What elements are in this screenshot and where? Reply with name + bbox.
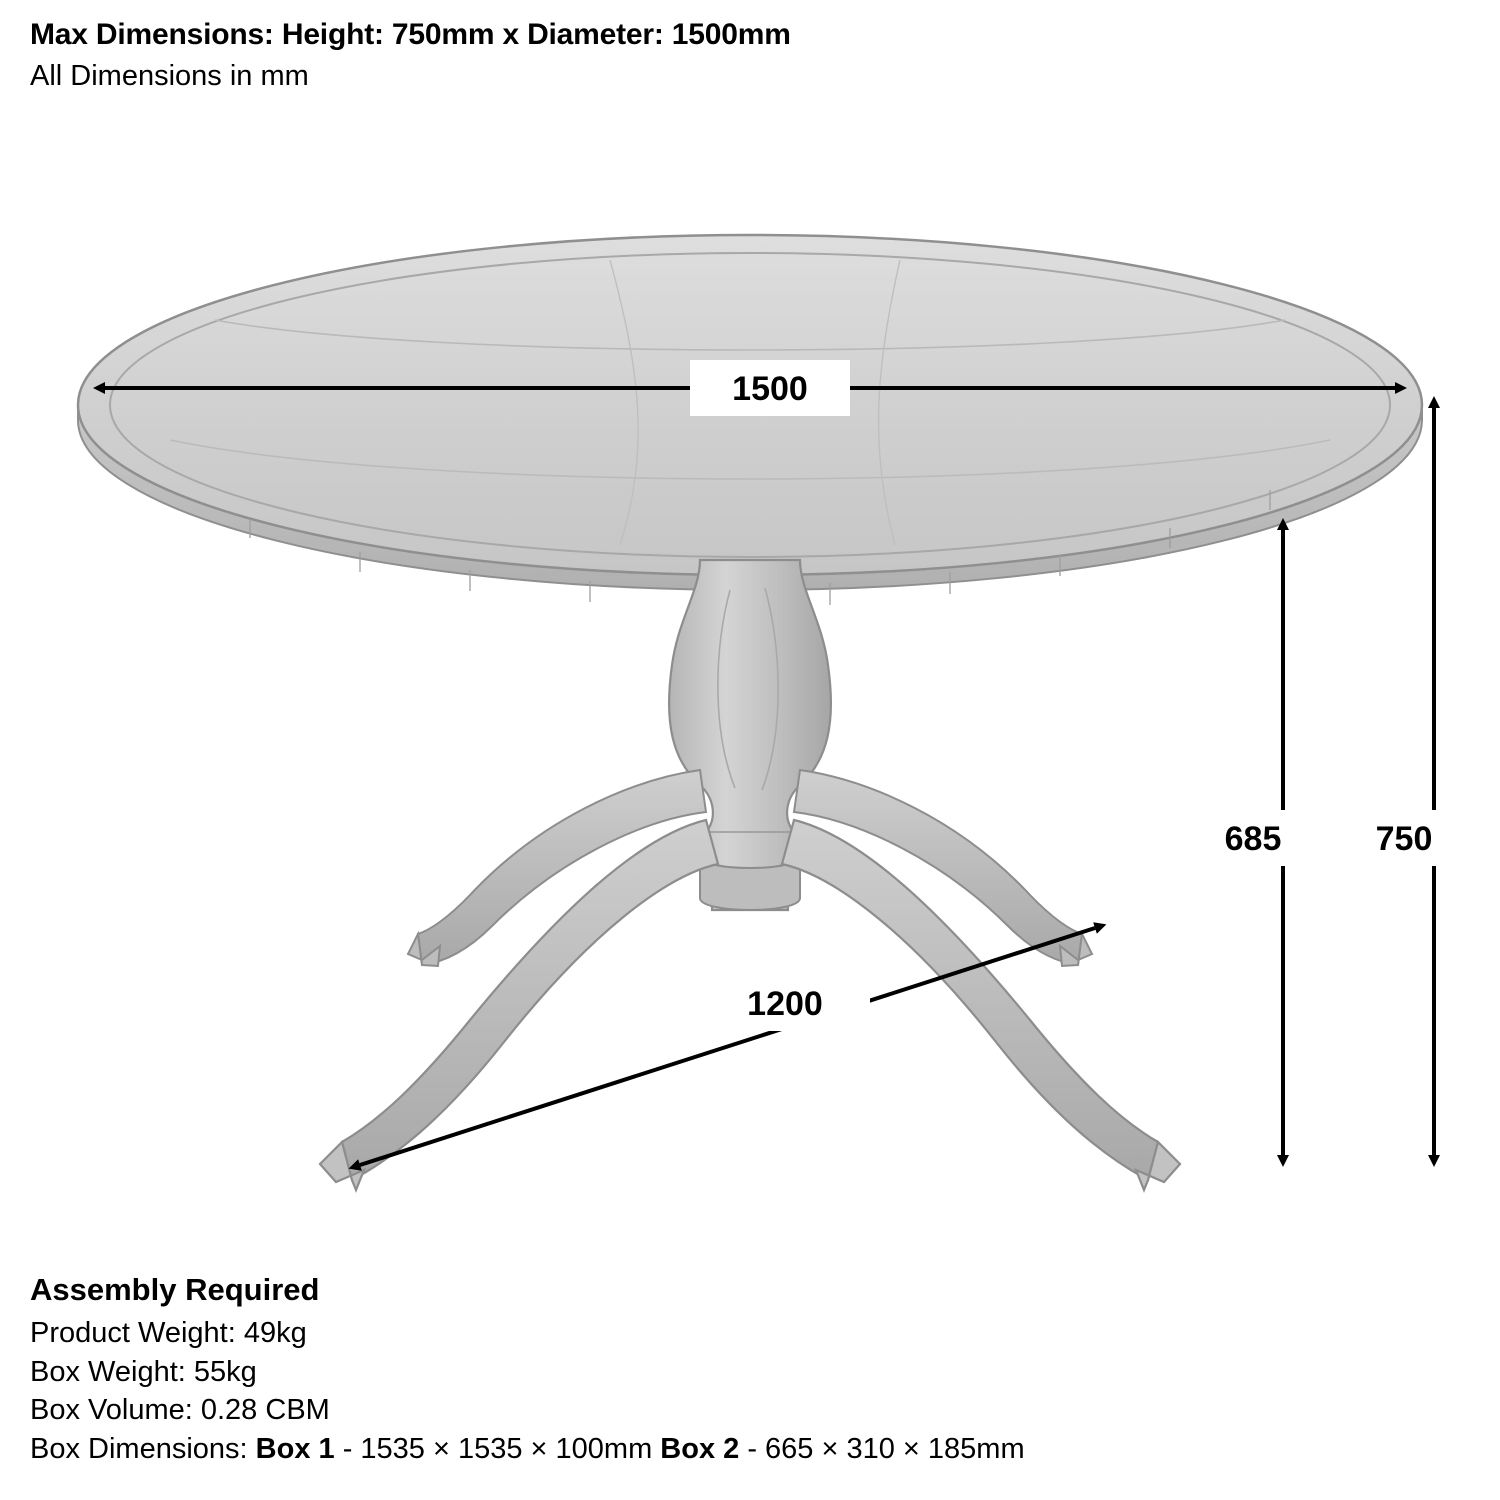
- box-weight-line: Box Weight: 55kg: [30, 1355, 257, 1388]
- box-dimensions-prefix: Box Dimensions:: [30, 1432, 256, 1465]
- header-block: [30, 16, 1330, 94]
- dimension-label-1200: 1200: [747, 985, 823, 1023]
- units-note: All Dimensions in mm: [30, 59, 309, 92]
- dimension-label-1500: 1500: [732, 370, 808, 408]
- box1-value: - 1535 × 1535 × 100mm: [334, 1432, 661, 1465]
- dimension-total-height-750: [1345, 408, 1485, 1155]
- box2-label: Box 2: [660, 1432, 740, 1465]
- table-dimension-diagram: [0, 120, 1500, 1250]
- assembly-required-title: Assembly Required: [30, 1272, 320, 1307]
- dimension-label-750: 750: [1375, 820, 1433, 858]
- box2-value: - 665 × 310 × 185mm: [739, 1432, 1025, 1465]
- dimension-underside-685: [1195, 530, 1335, 1155]
- max-dimensions-title: Max Dimensions: Height: 750mm x Diameter: 1500mm: [30, 18, 791, 51]
- dimension-label-685: 685: [1224, 820, 1282, 858]
- footer-block: [30, 1272, 1480, 1468]
- product-weight-line: Product Weight: 49kg: [30, 1317, 307, 1349]
- box1-label: Box 1: [255, 1432, 335, 1465]
- box-volume-line: Box Volume: 0.28 CBM: [30, 1394, 330, 1427]
- box-dimensions-line: [30, 1430, 1480, 1469]
